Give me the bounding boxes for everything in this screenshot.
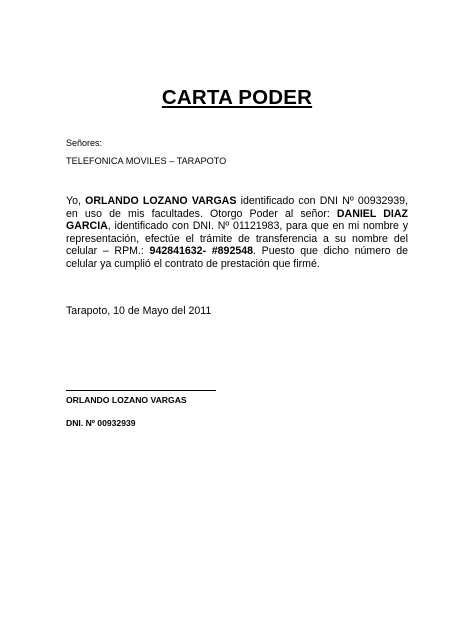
date-line: Tarapoto, 10 de Mayo del 2011 — [66, 305, 212, 317]
grantor-name: ORLANDO LOZANO VARGAS — [85, 195, 237, 207]
signature-dni: DNI. Nº 00932939 — [66, 418, 136, 428]
body-text-2: identificado con DNI Nº 00932939, en uso de mis facultades. Otorgo Poder al señor: — [66, 195, 409, 220]
signature-name: ORLANDO LOZANO VARGAS — [66, 395, 187, 405]
salutation: Señores: — [66, 138, 103, 148]
body-text-1: Yo, — [66, 195, 86, 207]
signature-line — [66, 390, 216, 391]
document-title: CARTA PODER — [161, 86, 313, 109]
body-text-3: , identificado con DNI. Nº 01121983, para que en mi nombre y representación, efectúe el trámite de transferencia a su nombre del celular – RPM.: — [66, 220, 408, 258]
grantee-name: DANIEL DIAZ GARCIA — [66, 207, 408, 233]
recipient: TELEFONICA MOVILES – TARAPOTO — [66, 156, 227, 166]
body-paragraph — [66, 195, 408, 271]
body-text-4: . Puesto que dicho número de celular ya cumplió el contrato de prestación que firmé. — [66, 245, 408, 270]
phone-number: 942841632- #892548 — [149, 245, 254, 258]
